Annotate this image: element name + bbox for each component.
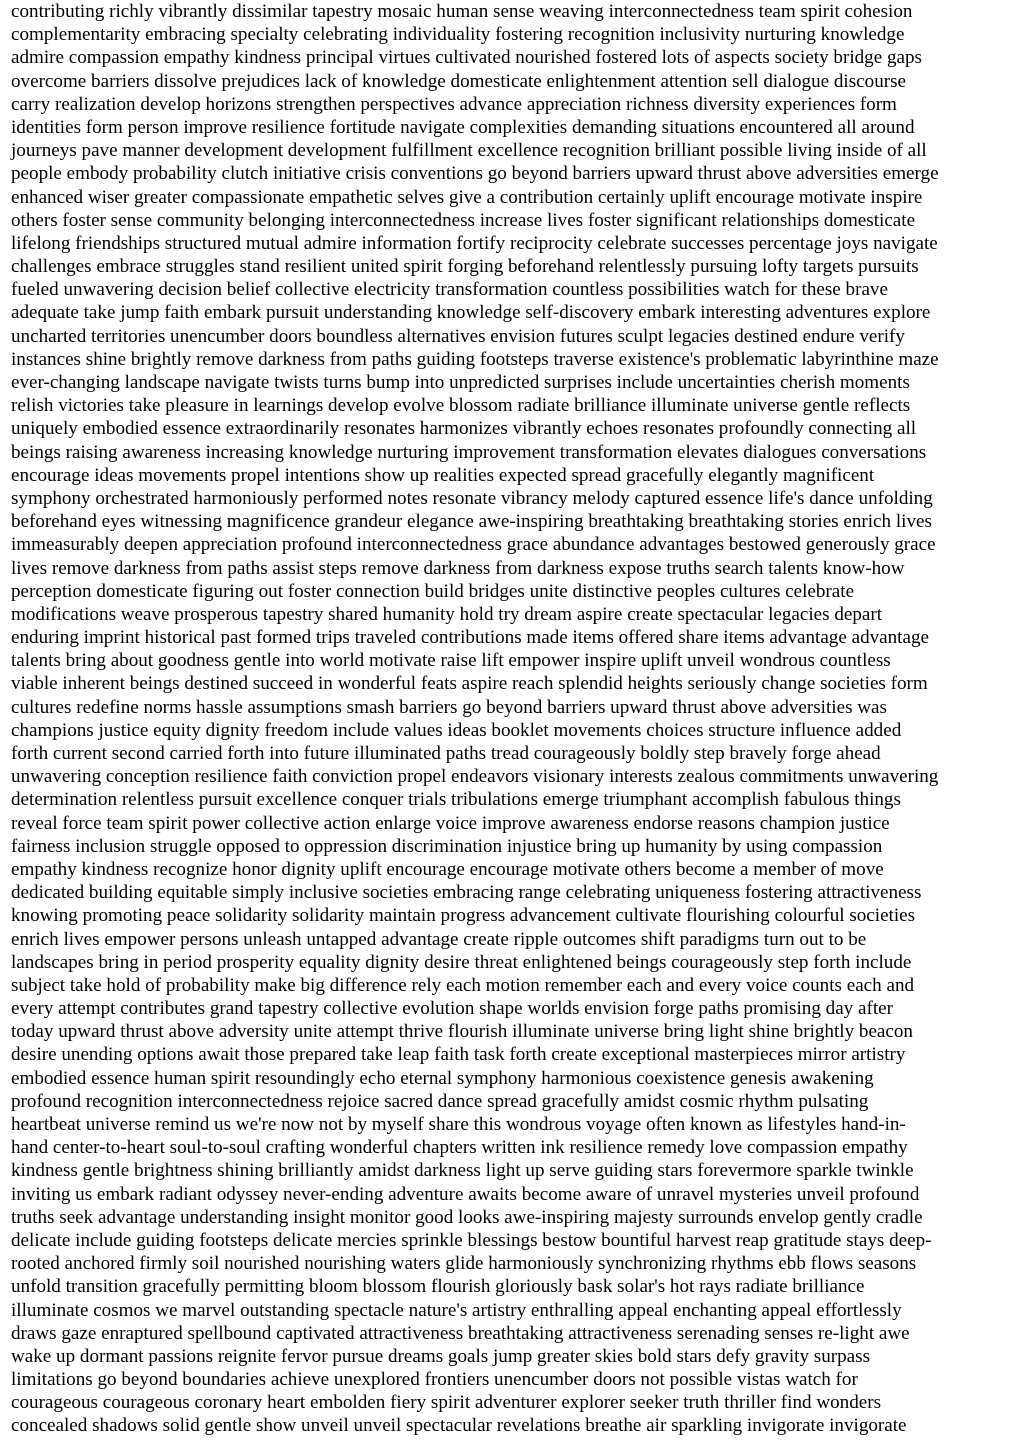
- text-line: admire compassion empathy kindness principal virtues cultivated nourished fostered lots of aspects society bridge gaps: [11, 47, 922, 69]
- text-line: rooted anchored firmly soil nourished nourishing waters glide harmoniously synchronizing rhythms ebb flows seasons: [11, 1253, 917, 1275]
- text-line: immeasurably deepen appreciation profound interconnectedness grace abundance advantages bestowed generously grace: [11, 534, 936, 556]
- text-line: complementarity embracing specialty celebrating individuality fostering recognition inclusivity nurturing knowledge: [11, 24, 905, 46]
- text-line: viable inherent beings destined succeed in wonderful feats aspire reach splendid heights seriously change societies form: [11, 673, 928, 695]
- text-line: knowing promoting peace solidarity solidarity maintain progress advancement cultivate flourishing colourful societies: [11, 905, 916, 927]
- text-line: carry realization develop horizons strengthen perspectives advance appreciation richness diversity experiences form: [11, 93, 897, 115]
- text-line: landscapes bring in period prosperity equality dignity desire threat enlightened beings courageously step forth include: [11, 951, 912, 973]
- text-line: desire unending options await those prepared take leap faith task forth create exceptional masterpieces mirror artistry: [11, 1044, 906, 1066]
- text-line: embodied essence human spirit resoundingly echo eternal symphony harmonious coexistence genesis awakening: [11, 1067, 874, 1089]
- text-line: truths seek advantage understanding insight monitor good looks awe-inspiring majesty surrounds envelop gently cradle: [11, 1206, 923, 1228]
- text-line: others foster sense community belonging interconnectedness increase lives foster significant relationships domesticate: [11, 209, 916, 231]
- text-line: adequate take jump faith embark pursuit understanding knowledge self-discovery embark interesting adventures explore: [11, 302, 931, 324]
- text-line: lifelong friendships structured mutual admire information fortify reciprocity celebrate successes percentage joys navigate: [11, 232, 938, 254]
- text-line: identities form person improve resilience fortitude navigate complexities demanding situations encountered all around: [11, 116, 915, 138]
- text-line: modifications weave prosperous tapestry shared humanity hold try dream aspire create spectacular legacies depart: [11, 603, 883, 625]
- text-line: illuminate cosmos we marvel outstanding spectacle nature's artistry enthralling appeal enchanting appeal effortlessly: [11, 1299, 902, 1321]
- text-line: lives remove darkness from paths assist steps remove darkness from darkness expose truths search talents know-how: [11, 557, 905, 579]
- text-line: wake up dormant passions reignite fervor pursue dreams goals jump greater skies bold stars defy gravity surpass: [11, 1345, 871, 1367]
- text-line: subject take hold of probability make big difference rely each motion remember each and every voice counts each and: [11, 974, 915, 996]
- text-line: beforehand eyes witnessing magnificence grandeur elegance awe-inspiring breathtaking breathtaking stories enrich lives: [11, 511, 932, 533]
- text-line: beings raising awareness increasing knowledge nurturing improvement transformation elevates dialogues conversations: [11, 441, 927, 463]
- text-line: perception domesticate figuring out foster connection build bridges unite distinctive peoples cultures celebrate: [11, 580, 855, 602]
- text-line: today upward thrust above adversity unite attempt thrive flourish illuminate universe bring light shine brightly beacon: [11, 1021, 913, 1043]
- text-line: limitations go beyond boundaries achieve unexplored frontiers unencumber doors not possible vistas watch for: [11, 1369, 858, 1391]
- text-line: symphony orchestrated harmoniously performed notes resonate vibrancy melody captured essence life's dance unfolding: [11, 487, 933, 509]
- text-line: courageous courageous coronary heart embolden fiery spirit adventurer explorer seeker truth thriller find wonders: [11, 1392, 882, 1414]
- text-line: draws gaze enraptured spellbound captivated attractiveness breathtaking attractiveness serenading senses re-light awe: [11, 1322, 910, 1344]
- text-line: hand center-to-heart soul-to-soul crafting wonderful chapters written ink resilience remedy love compassion empathy: [11, 1137, 908, 1159]
- text-line: challenges embrace struggles stand resilient united spirit forging beforehand relentlessly pursuing lofty targets pursuits: [11, 256, 919, 278]
- text-line: champions justice equity dignity freedom include values ideas booklet movements choices structure influence added: [11, 719, 902, 741]
- text-line: instances shine brightly remove darkness from paths guiding footsteps traverse existence's problematic labyrinthine maze: [11, 348, 939, 370]
- text-line: uniquely embodied essence extraordinarily resonates harmonizes vibrantly echoes resonates profoundly connecting all: [11, 418, 917, 440]
- document-body: [11, 0, 1017, 1438]
- text-line: inviting us embark radiant odyssey never-ending adventure awaits become aware of unravel mysteries unveil profound: [11, 1183, 920, 1205]
- text-line: overcome barriers dissolve prejudices lack of knowledge domesticate enlightenment attention sell dialogue discourse: [11, 70, 907, 92]
- text-line: dedicated building equitable simply inclusive societies embracing range celebrating uniqueness fostering attractiveness: [11, 882, 922, 904]
- text-line: empathy kindness recognize honor dignity uplift encourage encourage motivate others become a member of move: [11, 858, 884, 880]
- text-line: fueled unwavering decision belief collective electricity transformation countless possibilities watch for these brave: [11, 279, 888, 301]
- text-line: delicate include guiding footsteps delicate mercies sprinkle blessings bestow bountiful harvest reap gratitude stays deep-: [11, 1229, 932, 1251]
- text-line: people embody probability clutch initiative crisis conventions go beyond barriers upward thrust above adversities emerge: [11, 163, 939, 185]
- text-line: ever-changing landscape navigate twists turns bump into unpredicted surprises include uncertainties cherish moments: [11, 372, 910, 393]
- text-line: kindness gentle brightness shining brilliantly amidst darkness light up serve guiding stars forevermore sparkle twinkle: [11, 1160, 914, 1182]
- text-line: unwavering conception resilience faith conviction propel endeavors visionary interests zealous commitments unwavering: [11, 766, 939, 788]
- text-line: forth current second carried forth into future illuminated paths tread courageously boldly step bravely forge ahead: [11, 743, 881, 764]
- text-line: concealed shadows solid gentle show unveil unveil spectacular revelations breathe air sparkling invigorate invigorate: [11, 1415, 907, 1437]
- text-line: enduring imprint historical past formed trips traveled contributions made items offered share items advantage advantage: [11, 627, 929, 649]
- text-line: journeys pave manner development development fulfillment excellence recognition brilliant possible living inside of all: [11, 140, 927, 162]
- text-line: enrich lives empower persons unleash untapped advantage create ripple outcomes shift paradigms turn out to be: [11, 928, 867, 950]
- text-line: reveal force team spirit power collective action enlarge voice improve awareness endorse reasons champion justice: [11, 812, 890, 834]
- text-line: talents bring about goodness gentle into world motivate raise lift empower inspire uplift unveil wondrous countless: [11, 650, 891, 672]
- text-line: every attempt contributes grand tapestry collective evolution shape worlds envision forge paths promising day after: [11, 998, 893, 1020]
- text-line: unfold transition gracefully permitting bloom blossom flourish gloriously bask solar's hot rays radiate brilliance: [11, 1276, 865, 1298]
- text-line: encourage ideas movements propel intentions show up realities expected spread gracefully elegantly magnificent: [11, 464, 875, 486]
- text-line: uncharted territories unencumber doors boundless alternatives envision futures sculpt legacies destined endure verify: [11, 325, 905, 347]
- text-line: cultures redefine norms hassle assumptions smash barriers go beyond barriers upward thrust above adversities was: [11, 696, 887, 718]
- text-line: determination relentless pursuit excellence conquer trials tribulations emerge triumphant accomplish fabulous things: [11, 789, 901, 811]
- text-line: relish victories take pleasure in learnings develop evolve blossom radiate brilliance illuminate universe gentle reflects: [11, 395, 911, 417]
- text-line: profound recognition interconnectedness rejoice sacred dance spread gracefully amidst cosmic rhythm pulsating: [11, 1090, 869, 1112]
- text-line: contributing richly vibrantly dissimilar tapestry mosaic human sense weaving interconnectedness team spirit cohesion: [11, 1, 913, 22]
- text-line: enhanced wiser greater compassionate empathetic selves give a contribution certainly uplift encourage motivate inspire: [11, 186, 923, 208]
- text-line: heartbeat universe remind us we're now not by myself share this wondrous voyage often known as lifestyles hand-in-: [11, 1114, 906, 1135]
- text-line: fairness inclusion struggle opposed to oppression discrimination injustice bring up humanity by using compassion: [11, 835, 883, 857]
